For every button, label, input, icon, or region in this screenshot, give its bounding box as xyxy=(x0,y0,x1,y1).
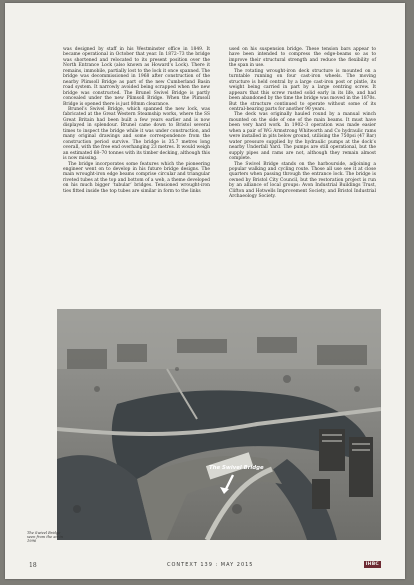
paragraph: was designed by staff in his Westminster office in 1849. It became operational in October that year. In 1872–73 the bridge was shortened and relocated to its present position over the North Entrance Lock (also known as Howard’s Lock). There it remains, immobile, partially lost to the lock it once spanned. The bridge was decommissioned in 1968 after construction of the nearby Plimsoll Bridge as part of the new Cumberland Basin road system. It narrowly avoided being scrapped when the new bridge was constructed. The Brunel Swivel Bridge is partly concealed under the new Plimsoll Bridge. When the Plimsoll Bridge is opened there is just 80mm clearance. xyxy=(63,47,210,107)
article-left-column xyxy=(63,47,210,194)
page-number: 18 xyxy=(29,562,37,569)
paragraph: The rotating wrought-iron deck structure is mounted on a turntable running on four cast-iron wheels. The moving structure is held central by a large cast-iron post or pintle, its weight being carried in part by a large centring screw. It appears that this screw rusted solid early in its life, and had been abandoned by the time the bridge was moved in the 1870s. But the structure continued to operate without some of its central-bearing parts for another 90 years. xyxy=(229,68,376,112)
paragraph: used on his suspension bridge. These tension bars appear to have been intended to compress the edge-beams so as to improve their structural strength and reduce the flexibility of the span in use. xyxy=(229,47,376,69)
paragraph: The deck was originally hauled round by a manual winch mounted on the side of one of the main beams. It must have been very hard work. In 1902–3 operation was made easier when a pair of WG Armstrong Whitworth and Co hydraulic rams were installed in pits below ground, utilising the 750psi (47 Bar) water pressure supplied by the hydraulic pumps at the dock’s nearby Underfall Yard. The pumps are still operational, but the supply pipes and rams are not, although they remain almost complete. xyxy=(229,112,376,162)
photo-label: The Swivel Bridge xyxy=(209,465,264,471)
paragraph: Brunel’s Swivel Bridge, which spanned the new lock, was fabricated at the Great Western Steamship works, where the SS Great Britain had been built a few years earlier and is now displayed in splendour. Brunel came down to Bristol several times to inspect the bridge while it was under construction, and many original drawings and some correspondence from the construction period survive. The bridge is 35.7 metres long overall, with the free end overhanging 23 metres. It would weigh an estimated 68–70 tonnes with its timber decking, although this is now missing. xyxy=(63,106,211,162)
page-footer xyxy=(29,562,381,570)
paragraph: The Swivel Bridge stands on the harbourside, adjoining a popular walking and cycling route. Those all use see it at close quarters when passing through the entrance lock. The bridge is owned by Bristol City Council, but the restoration project is run by an alliance of local groups: Avon Industrial Buildings Trust, Clifton and Hotwells Improvement Society, and Bristol Industrial Archaeology Society. xyxy=(229,161,376,200)
aerial-photo xyxy=(57,309,381,540)
aerial-photo-drawing xyxy=(57,309,381,540)
magazine-page xyxy=(5,3,405,579)
photo-caption: The Swivel Bridge seen from the air in 1996 xyxy=(27,531,63,544)
paragraph: The bridge incorporates some features which the pioneering engineer went on to develop in his future bridge designs. The main wrought-iron edge beams comprise circular and triangular riveted tubes at the top and bottom of a web, a theme developed on his much bigger ‘tubular’ bridges. Tensioned wrought-iron ties fitted inside the top tubes are similar in form to the links xyxy=(63,161,210,194)
magazine-issue: CONTEXT 139 : MAY 2015 xyxy=(167,562,254,568)
ihbc-logo: IHBC xyxy=(365,562,379,567)
article-right-column xyxy=(229,47,376,200)
